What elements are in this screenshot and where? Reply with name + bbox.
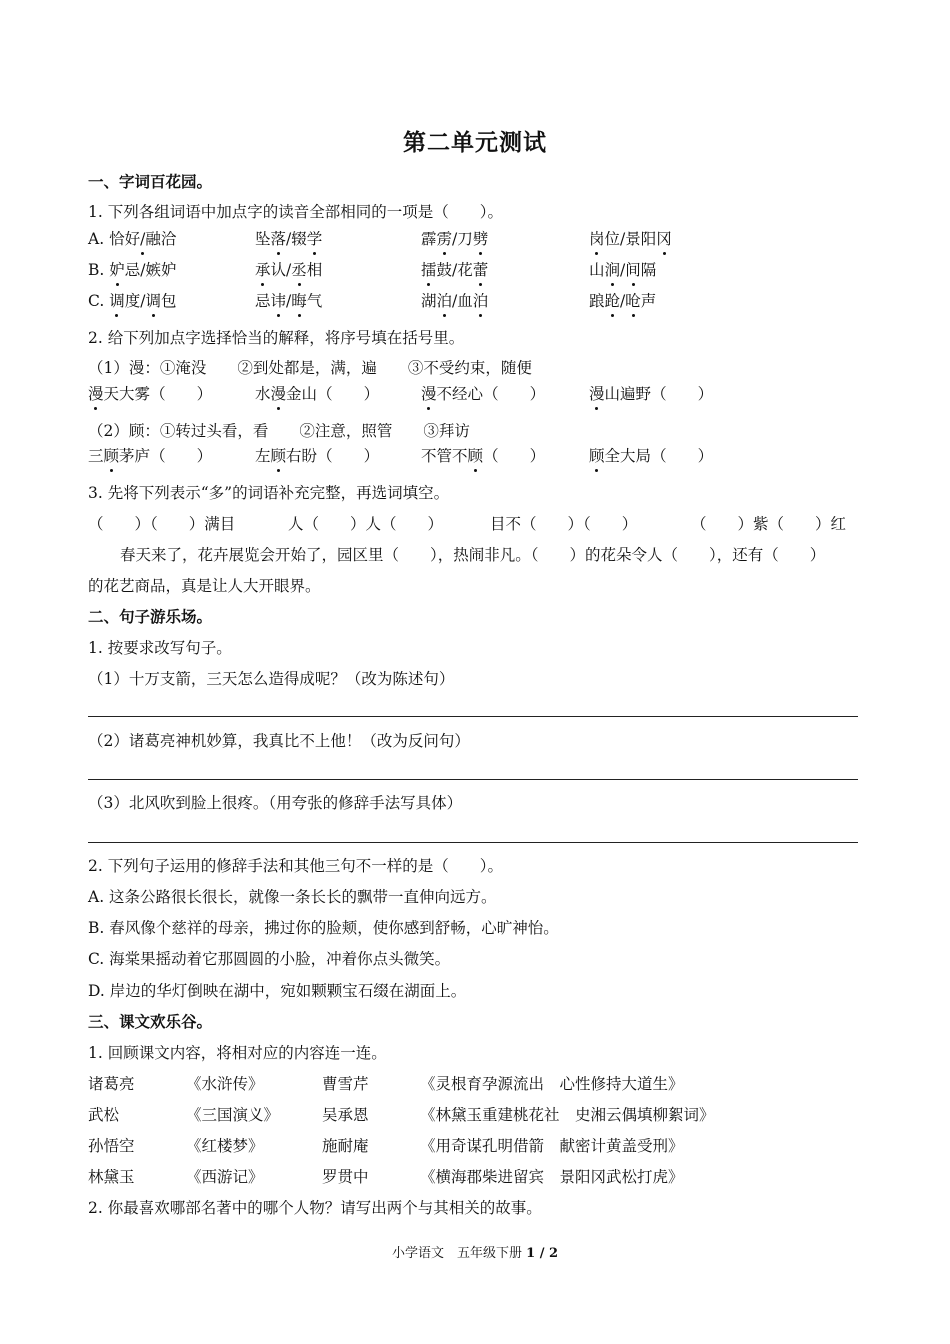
footer-text: 小学语文 五年级下册 [391,1246,522,1261]
section-1-heading: 一、字词百花园。 [88,172,213,191]
s3-q1-stem: 1. 回顾课文内容，将相对应的内容连一连。 [88,1044,387,1062]
answer-line[interactable] [88,716,858,717]
emphasis-dot-char: 学 [306,230,323,248]
s2-q1-item: （1）十万支箭，三天怎么造得成呢？（改为陈述句） [88,670,455,688]
s2-q2-option: D. 岸边的华灯倒映在湖中，宛如颗颗宝石缀在湖面上。 [88,982,467,1000]
emphasis-dot-char: 岗 [589,230,605,248]
emphasis-dot-char: 顾 [103,447,120,465]
option-b-col4: 山涧/间隔 [589,261,657,279]
q3-paragraph-line1: 春天来了，花卉展览会开始了，园区里（ ），热闹非凡。（ ）的花朵令人（ ），还有（ ） [120,546,826,564]
option-a-col3: 霹雳/刀劈 [421,230,489,248]
q2-stem: 2. 给下列加点字选择恰当的解释，将序号填在括号里。 [88,329,465,347]
q2-part2-item: 左顾右盼（ ） [255,447,380,465]
page-title: 第二单元测试 [403,129,547,156]
emphasis-dot-char: 泊 [436,292,453,310]
match-character: 诸葛亮 [88,1075,135,1093]
emphasis-dot-char: 冈 [656,230,672,248]
emphasis-dot-char: 调 [109,292,125,310]
emphasis-dot-char: 漫 [270,385,287,403]
page-footer [0,1242,950,1261]
q2-part2-item: 顾全大局（ ） [589,447,714,465]
q1-stem: 1. 下列各组词语中加点字的读音全部相同的一项是（ ）。 [88,203,503,221]
q2-part1-item: 漫天大雾（ ） [88,385,213,403]
match-book: 《红楼梦》 [186,1137,264,1155]
emphasis-dot-char: 顾 [270,447,287,465]
option-b-col2: 承认/丞相 [255,261,323,279]
q3-blank-phrase: （ ）紫（ ）红 [691,515,847,533]
emphasis-dot-char: 劈 [472,230,489,248]
emphasis-dot-char: 蕾 [472,261,489,279]
s2-q1-item: （2）诸葛亮神机妙算，我真比不上他！（改为反问句） [88,732,470,750]
q2-part1-item: 水漫金山（ ） [255,385,380,403]
option-a-col4: 岗位/景阳冈 [589,230,672,248]
option-b-col1: B. 妒忌/嫉妒 [88,261,177,279]
emphasis-dot-char: 承 [255,261,271,279]
match-chapter: 《用奇谋孔明借箭 献密计黄盖受刑》 [420,1137,684,1155]
match-book: 《西游记》 [186,1168,264,1186]
option-a-col2: 坠落/辍学 [255,230,323,248]
emphasis-dot-char: 顾 [467,447,484,465]
emphasis-dot-char: 顾 [589,447,605,465]
emphasis-dot-char: 擂 [421,261,437,279]
match-author: 吴承恩 [322,1106,369,1124]
answer-line[interactable] [88,842,858,843]
q2-part2-item: 不管不顾（ ） [421,447,546,465]
emphasis-dot-char: 漫 [589,385,605,403]
match-character: 武松 [88,1106,120,1124]
emphasis-dot-char: 雳 [436,230,453,248]
q2-part1-item: 漫山遍野（ ） [589,385,714,403]
match-chapter: 《林黛玉重建桃花社 史湘云偶填柳絮词》 [420,1106,715,1124]
emphasis-dot-char: 漫 [421,385,437,403]
s2-q2-option: A. 这条公路很长很长，就像一条长长的飘带一直伸向远方。 [88,888,497,906]
option-c-col4: 踉跄/呛声 [589,292,657,310]
emphasis-dot-char: 泊 [472,292,489,310]
q2-part1-item: 漫不经心（ ） [421,385,546,403]
s2-q2-option: C. 海棠果摇动着它那圆圆的小脸，冲着你点头微笑。 [88,950,451,968]
q3-stem: 3. 先将下列表示“多”的词语补充完整，再选词填空。 [88,484,450,502]
option-b-col3: 擂鼓/花蕾 [421,261,489,279]
q3-blank-phrase: 目不（ ）（ ） [490,515,638,533]
emphasis-dot-char: 涧 [604,261,621,279]
emphasis-dot-char: 讳 [270,292,287,310]
s2-q1-item: （3）北风吹到脸上很疼。（用夸张的修辞手法写具体） [88,794,463,812]
answer-line[interactable] [88,779,858,780]
match-character: 林黛玉 [88,1168,135,1186]
s2-q2-stem: 2. 下列句子运用的修辞手法和其他三句不一样的是（ ）。 [88,857,503,875]
s2-q1-stem: 1. 按要求改写句子。 [88,639,232,657]
q2-part2-definitions: （2）顾：①转过头看，看 ②注意，照管 ③拜访 [88,422,470,440]
option-c-col3: 湖泊/血泊 [421,292,489,310]
section-2-heading: 二、句子游乐场。 [88,607,213,626]
q3-blank-phrase: （ ）（ ）满目 [88,515,236,533]
match-book: 《三国演义》 [186,1106,280,1124]
emphasis-dot-char: 落 [270,230,287,248]
option-a-col1: A. 恰好/融洽 [88,230,177,248]
emphasis-dot-char: / [140,230,146,248]
emphasis-dot-char: 漫 [88,385,104,403]
match-book: 《水浒传》 [186,1075,264,1093]
option-c-col1: C. 调度/调包 [88,292,177,310]
emphasis-dot-char: 丞 [291,261,307,279]
match-author: 施耐庵 [322,1137,369,1155]
q3-paragraph-line2: 的花艺商品，真是让人大开眼界。 [88,577,321,595]
page-number: 1 / 2 [526,1246,559,1261]
emphasis-dot-char: 跄 [604,292,621,310]
option-c-col2: 忌讳/晦气 [255,292,323,310]
match-chapter: 《灵根育孕源流出 心性修持大道生》 [420,1075,684,1093]
s2-q2-option: B. 春风像个慈祥的母亲，拂过你的脸颊，使你感到舒畅，心旷神怡。 [88,919,559,937]
emphasis-dot-char: 妒 [109,261,125,279]
emphasis-dot-char: 间 [625,261,641,279]
match-author: 曹雪芹 [322,1075,369,1093]
emphasis-dot-char: 呛 [625,292,641,310]
match-chapter: 《横海郡柴进留宾 景阳冈武松打虎》 [420,1168,684,1186]
section-3-heading: 三、课文欢乐谷。 [88,1012,213,1031]
emphasis-dot-char: 晦 [291,292,307,310]
match-author: 罗贯中 [322,1168,369,1186]
s3-q2-stem: 2. 你最喜欢哪部名著中的哪个人物？请写出两个与其相关的故事。 [88,1199,542,1217]
q3-blank-phrase: 人（ ）人（ ） [288,515,444,533]
match-character: 孙悟空 [88,1137,135,1155]
q2-part2-item: 三顾茅庐（ ） [88,447,213,465]
q2-part1-definitions: （1）漫：①淹没 ②到处都是，满，遍 ③不受约束，随便 [88,359,532,377]
emphasis-dot-char: 调 [145,292,161,310]
